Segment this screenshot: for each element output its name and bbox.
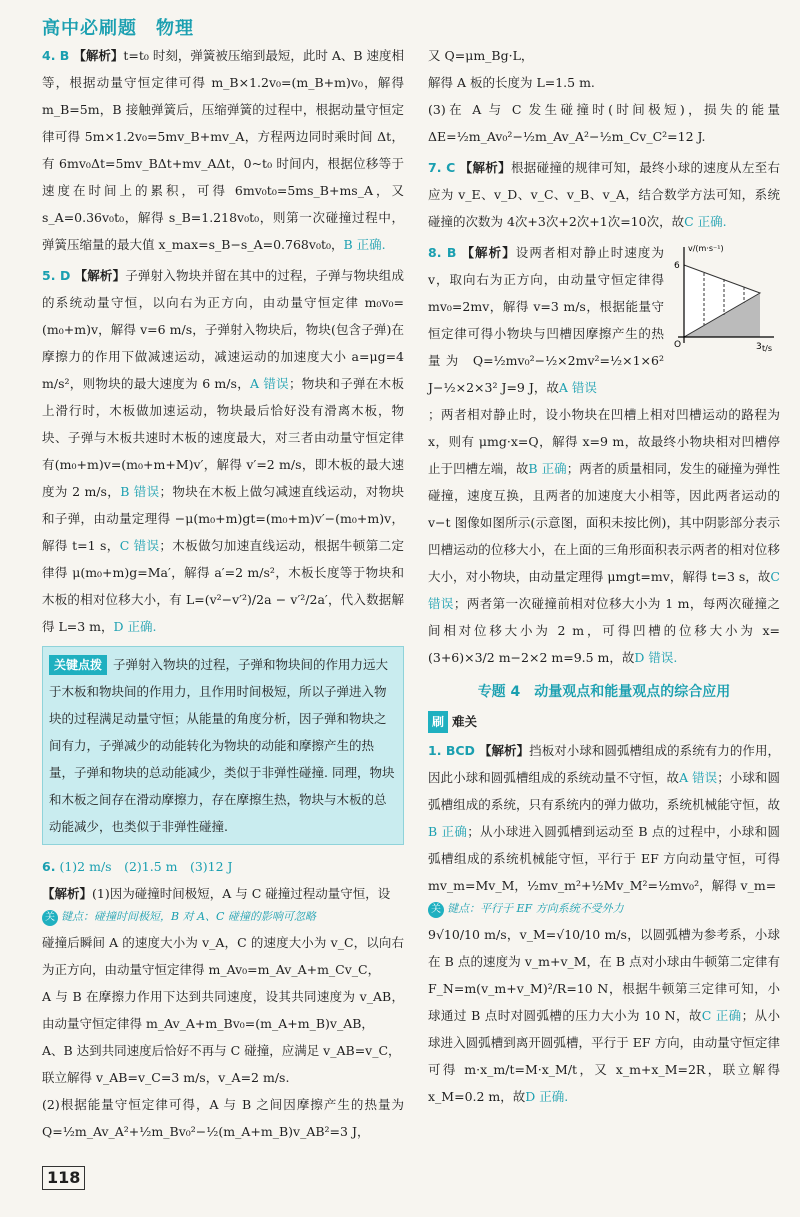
- callout-title: 关键点拨: [49, 655, 107, 675]
- verdict-d: D 错误.: [634, 650, 678, 665]
- question-1: [428, 737, 780, 1110]
- analysis-text: ；木板做匀加速直线运动，根据牛顿第二定律得 μ(m₀+m)g=Ma′，解得 a′=2 m/s²，木板长度等于物块和木板的相对位移大小，有 L=(v²−v′²)/2a − v′²/2a′，代入数据解得 L=3 m，: [42, 538, 404, 634]
- key-hint: [428, 899, 780, 919]
- key-point-callout: [42, 646, 404, 845]
- verdict-b: B 错误: [120, 484, 160, 499]
- analysis-text: 子弹射入物块并留在其中的过程，子弹与物块组成的系统动量守恒，以向右为正方向，由动量守恒定律 m₀v₀=(m₀+m)v，解得 v=6 m/s，子弹射入物块后，物块(包含子弹)在摩擦力的作用下做减速运动，减速运动的加速度大小 a=μg=4 m/s²，则物块的最大速度为 6 m/s，: [42, 268, 404, 391]
- page-number: 118: [42, 1166, 85, 1190]
- page-header-title: 高中必刷题 物理: [42, 18, 194, 39]
- verdict-a: A 错误: [558, 380, 597, 395]
- key-hint: [42, 907, 404, 927]
- difficulty-text: 难关: [452, 714, 478, 729]
- analysis-tag: 【解析】: [42, 886, 93, 901]
- y-axis-label: v/(m·s⁻¹): [688, 244, 724, 253]
- hint-label: 键点：: [61, 910, 94, 923]
- analysis-tag: 【解析】: [73, 48, 124, 63]
- question-4: [42, 42, 404, 258]
- origin-label: O: [674, 340, 682, 350]
- question-6-continued: [428, 42, 780, 150]
- question-number: 7. C: [428, 160, 456, 175]
- analysis-text: ；从小球进入圆弧槽到运动至 B 点的过程中，小球和圆弧槽组成的系统机械能守恒，平行于 EF 方向动量守恒，可得 mv_m=Mv_M，½mv_m²+½Mv_M²=½mv₀²，解得 v_m=: [428, 824, 780, 893]
- verdict-b: B 正确: [428, 824, 468, 839]
- analysis-tag: 【解析】: [460, 245, 516, 260]
- verdict: B 正确.: [343, 237, 386, 252]
- analysis-text: (2)根据能量守恒定律可得，A 与 B 之间因摩擦产生的热量为 Q=½m_Av_A²+½m_Bv₀²−½(m_A+m_B)v_AB²=3 J，: [42, 1097, 404, 1139]
- analysis-tag: 【解析】: [459, 160, 511, 175]
- analysis-text: t=t₀ 时刻，弹簧被压缩到最短，此时 A、B 速度相等，根据动量守恒定律可得 m_B×1.2v₀=(m_B+m)v₀，解得 m_B=5m，B 接触弹簧后，压缩弹簧的过程中，根据动量守恒定律可得 5m×1.2v₀=5mv_B+mv_A，方程两边同时乘时间 Δt，有 6mv₀Δt=5mv_BΔt+mv_AΔt，0~t₀ 时间内，根据位移等于速度在时间上的累积，可得 6mv₀t₀=5ms_B+ms_A，又 s_A=0.36v₀t₀，解得 s_B=1.218v₀t₀，则第一次碰撞过程中，弹簧压缩量的最大值 x_max=s_B−s_A=0.768v₀t₀，: [42, 48, 405, 252]
- x-axis-label: t/s: [762, 344, 772, 353]
- x-tick-label: 3: [756, 342, 762, 352]
- hint-text: 平行于 EF 方向系统不受外力: [480, 902, 624, 915]
- analysis-text: A、B 达到共同速度后恰好不再与 C 碰撞，应满足 v_AB=v_C，: [42, 1043, 401, 1058]
- verdict-d: D 正确.: [113, 619, 157, 634]
- analysis-text: ；两者的质量相同，发生的碰撞为弹性碰撞，速度互换，且两者的加速度大小相等，因此两者运动的 v−t 图像如图所示(示意图，面积未按比例)，其中阴影部分表示凹槽运动的位移大小，在上面的三角形面积表示两者的相对位移大小，对小物块，由动量定理得 μmgt=mv，解得 t=3 s，故: [428, 461, 780, 584]
- analysis-text: 又 Q=μm_Bg·L，: [428, 48, 534, 63]
- verdict-c: C 正确: [701, 1008, 742, 1023]
- hint-label: 键点：: [447, 902, 480, 915]
- analysis-text: ；两者第一次碰撞前相对位移大小为 1 m，每两次碰撞之间相对位移大小为 2 m，可得凹槽的位移大小为 x=(3+6)×3/2 m−2×2 m=9.5 m，故: [428, 596, 780, 665]
- analysis-text: 9√10/10 m/s，v_M=√10/10 m/s，以圆弧槽为参考系，小球在 B 点的速度为 v_m+v_M，在 B 点对小球由牛顿第二定律有 F_N=m(v_m+v_M)²/R=10 N，根据牛顿第三定律可知，小球通过 B 点时对圆弧槽的压力大小为 10 N，故: [428, 927, 780, 1023]
- question-number: 8. B: [428, 245, 457, 260]
- verdict-d: D 正确.: [525, 1089, 569, 1104]
- right-column: [428, 42, 780, 1114]
- analysis-tag: 【解析】: [478, 743, 530, 758]
- vt-graph: [670, 239, 780, 359]
- analysis-tag: 【解析】: [74, 268, 126, 283]
- analysis-text: ；物块在木板上做匀减速直线运动，对物块和子弹，由动量定理得 −μ(m₀+m)gt=(m₀+m)v′−(m₀+m)v，解得 t=1 s，: [42, 484, 404, 553]
- question-7: [428, 154, 780, 235]
- callout-text: 子弹射入物块的过程，子弹和物块间的作用力远大于木板和物块间的作用力，且作用时间极短，所以子弹进入物块的过程满足动量守恒；从能量的角度分析，因子弹和物块之间有力，子弹减少的动能转化为物块的动能和摩擦产生的热量，子弹和物块的总动能减少，类似于非弹性碰撞. 同理，物块和木板之间存在滑动摩擦力，存在摩擦生热，物块与木板的总动能减少，也类似于非弹性碰撞.: [49, 657, 395, 834]
- verdict: C 正确.: [684, 214, 727, 229]
- analysis-text: ；物块和子弹在木板上滑行时，木板做加速运动，物块最后恰好没有滑离木板，物块、子弹与木板共速时木板的速度最大，对三者由动量守恒定律有(m₀+m)v=(m₀+m+M)v′，解得 v′=2 m/s，即木板的最大速度为 2 m/s，: [42, 376, 404, 499]
- question-number: 6.: [42, 859, 56, 874]
- left-column: [42, 42, 404, 1149]
- analysis-text: ；从小球进入圆弧槽到离开圆弧槽，平行于 EF 方向，由动量守恒定律可得 m·x_m/t=M·x_M/t，又 x_m+x_M=2R，联立解得 x_M=0.2 m，故: [428, 1008, 780, 1104]
- question-number: 4. B: [42, 48, 70, 63]
- question-5: [42, 262, 404, 640]
- key-icon: 关: [428, 902, 444, 918]
- verdict-c: C 错误: [428, 569, 780, 611]
- analysis-text: ；两者相对静止时，设小物块在凹槽上相对凹槽运动的路程为 x，则有 μmg·x=Q，解得 x=9 m，故最终小物块相对凹槽停止于凹槽左端，故: [428, 407, 780, 476]
- topic-heading: 专题 4 动量观点和能量观点的综合应用: [477, 684, 731, 700]
- analysis-text: 挡板对小球和圆弧槽组成的系统有力的作用，因此小球和圆弧槽组成的系统动量不守恒，故: [428, 743, 780, 785]
- verdict-a: A 错误: [679, 770, 718, 785]
- verdict-b: B 正确: [528, 461, 567, 476]
- analysis-text: (1)因为碰撞时间极短，A 与 C 碰撞过程动量守恒，设: [92, 886, 391, 901]
- y-tick-label: 6: [674, 261, 680, 271]
- analysis-text: ；小球和圆弧槽组成的系统，只有系统内的弹力做功，系统机械能守恒，故: [428, 770, 780, 812]
- key-icon: 关: [42, 910, 58, 926]
- answers: (1)2 m/s (2)1.5 m (3)12 J: [59, 859, 233, 874]
- difficulty-label: [428, 711, 780, 733]
- analysis-text: 设两者相对静止时速度为 v，取向右为正方向，由动量守恒定律得 mv₀=2mv，解得 v=3 m/s，根据能量守恒定律可得小物块与凹槽因摩擦产生的热量为 Q=½mv₀²−½×2mv²=½×1×6² J−½×2×3² J=9 J，故: [428, 245, 664, 395]
- verdict-c: C 错误: [119, 538, 160, 553]
- analysis-text: 联立解得 v_AB=v_C=3 m/s，v_A=2 m/s.: [42, 1070, 290, 1085]
- analysis-text: 解得 A 板的长度为 L=1.5 m.: [428, 75, 595, 90]
- question-number: 5. D: [42, 268, 71, 283]
- question-number: 1. BCD: [428, 743, 475, 758]
- verdict-a: A 错误: [250, 376, 289, 391]
- hint-text: 碰撞时间极短，B 对 A、C 碰撞的影响可忽略: [94, 910, 316, 923]
- analysis-text: A 与 B 在摩擦力作用下达到共同速度，设其共同速度为 v_AB，由动量守恒定律得 m_Av_A+m_Bv₀=(m_A+m_B)v_AB，: [42, 989, 404, 1031]
- analysis-text: 根据碰撞的规律可知，最终小球的速度从左至右应为 v_E、v_D、v_C、v_B、v_A，结合数学方法可知，系统碰撞的次数为 4次+3次+2次+1次=10次，故: [428, 160, 780, 229]
- analysis-text: (3)在 A 与 C 发生碰撞时(时间极短)，损失的能量 ΔE=½m_Av₀²−½m_Av_A²−½m_Cv_C²=12 J.: [428, 102, 780, 144]
- difficulty-badge: 刷: [428, 711, 448, 733]
- question-6: [42, 853, 404, 1145]
- question-8: [428, 239, 780, 671]
- analysis-text: 碰撞后瞬间 A 的速度大小为 v_A，C 的速度大小为 v_C，以向右为正方向，由动量守恒定律得 m_Av₀=m_Av_A+m_Cv_C，: [42, 935, 404, 977]
